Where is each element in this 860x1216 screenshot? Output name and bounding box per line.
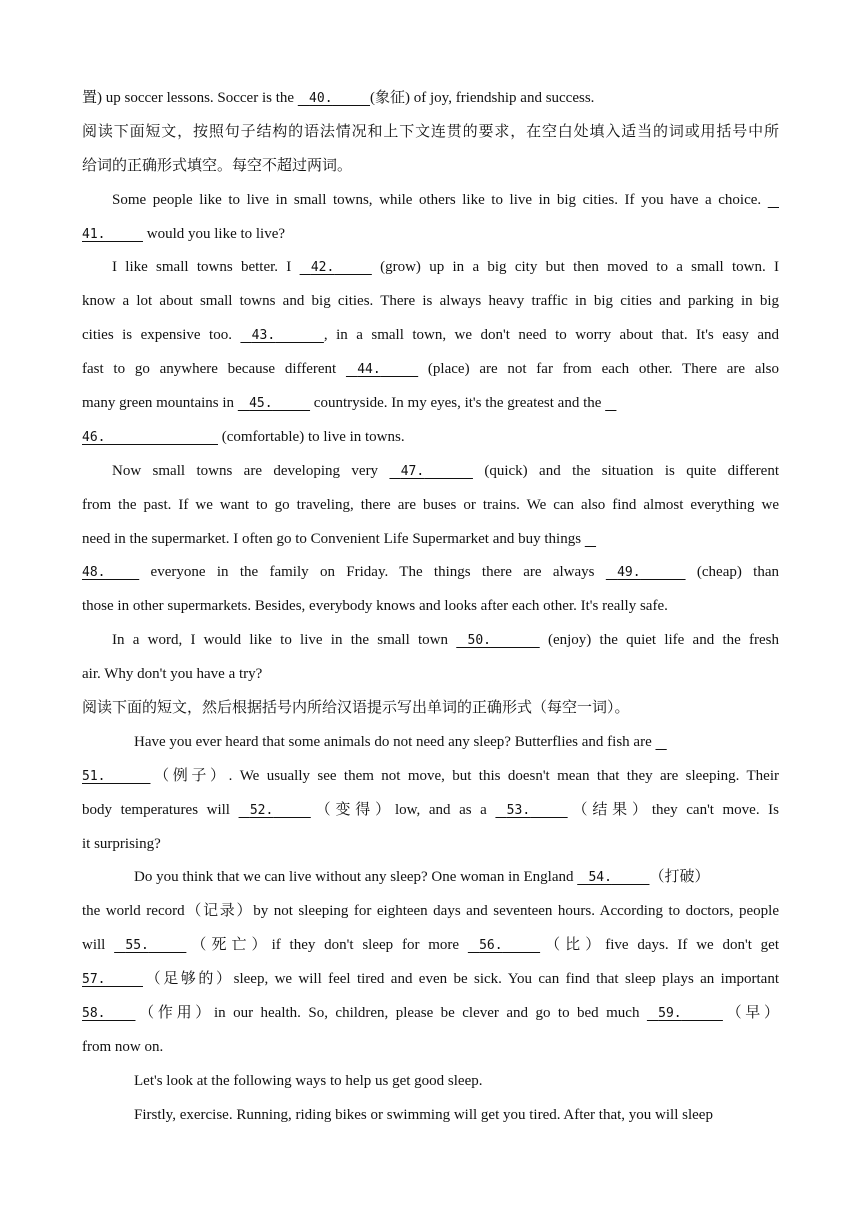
answer-blank[interactable] bbox=[468, 929, 540, 963]
blank-padding bbox=[647, 1005, 658, 1021]
text-line bbox=[82, 692, 779, 726]
text-line bbox=[82, 285, 779, 319]
blank-number: 53. bbox=[506, 802, 531, 818]
answer-blank[interactable] bbox=[82, 963, 143, 997]
text-run: （例子）. We usually see them not move, but this doesn't mean that they are sleeping. Their bbox=[150, 767, 779, 784]
blank-padding bbox=[298, 90, 309, 106]
answer-blank[interactable] bbox=[456, 624, 539, 658]
text-line bbox=[82, 624, 779, 658]
text-run: (comfortable) to live in towns. bbox=[217, 428, 405, 445]
answer-blank-continued[interactable] bbox=[655, 726, 666, 760]
blank-number: 51. bbox=[82, 768, 106, 784]
text-run: (cheap) than bbox=[685, 564, 779, 581]
text-line bbox=[82, 1099, 779, 1133]
text-line bbox=[82, 251, 779, 285]
text-run: 阅读下面的短文，然后根据括号内所给汉语提示写出单词的正确形式（每空一词）。 bbox=[82, 700, 630, 717]
blank-number: 58. bbox=[82, 1006, 106, 1022]
blank-padding bbox=[238, 395, 249, 411]
text-run: countryside. In my eyes, it's the greatest and the bbox=[310, 395, 606, 412]
text-line bbox=[82, 726, 779, 760]
answer-blank-continued[interactable] bbox=[585, 523, 596, 557]
text-line bbox=[82, 421, 779, 455]
text-run: those in other supermarkets. Besides, everybody knows and looks after each other. It's really safe. bbox=[82, 598, 668, 615]
blank-padding bbox=[682, 1005, 723, 1021]
answer-blank[interactable] bbox=[82, 997, 135, 1031]
answer-blank[interactable] bbox=[114, 929, 186, 963]
text-line bbox=[82, 387, 779, 421]
text-run: 给词的正确形式填空。每空不超过两词。 bbox=[82, 157, 353, 174]
blank-padding bbox=[612, 869, 650, 885]
text-run: Have you ever heard that some animals do not need any sleep? Butterflies and fish are bbox=[134, 733, 656, 750]
answer-blank[interactable] bbox=[647, 997, 723, 1031]
blank-padding bbox=[346, 361, 357, 377]
blank-number: 52. bbox=[249, 802, 274, 818]
text-run: （死亡）if they don't sleep for more bbox=[186, 937, 468, 954]
blank-padding bbox=[333, 90, 371, 106]
blank-padding bbox=[503, 937, 541, 953]
blank-number: 48. bbox=[82, 565, 106, 581]
text-run: , in a small town, we don't need to worry about that. It's easy and bbox=[323, 327, 779, 344]
text-run: (grow) up in a big city but then moved to a small town. I bbox=[371, 259, 779, 276]
blank-number: 59. bbox=[658, 1006, 682, 1022]
blank-padding bbox=[491, 632, 540, 648]
blank-number: 49. bbox=[617, 565, 641, 581]
blank-padding bbox=[105, 971, 143, 987]
blank-padding bbox=[381, 361, 419, 377]
blank-padding bbox=[530, 802, 568, 818]
blank-padding bbox=[105, 1005, 135, 1021]
blank-padding bbox=[240, 327, 251, 343]
answer-blank[interactable] bbox=[389, 455, 472, 489]
text-line bbox=[82, 861, 779, 895]
text-run: In a word, I would like to live in the small town bbox=[112, 632, 457, 649]
answer-blank[interactable] bbox=[82, 556, 139, 590]
blank-padding bbox=[300, 259, 311, 275]
text-run: the world record（记录）by not sleeping for eighteen days and seventeen hours. According to doctors, people bbox=[82, 903, 779, 920]
text-run: (enjoy) the quiet life and the fresh bbox=[539, 632, 779, 649]
text-run: body temperatures will bbox=[82, 801, 239, 818]
text-line bbox=[82, 1065, 779, 1099]
text-line bbox=[82, 489, 779, 523]
answer-blank[interactable] bbox=[300, 251, 372, 285]
text-run: （变得）low, and as a bbox=[310, 801, 496, 818]
text-run: Let's look at the following ways to help us get good sleep. bbox=[134, 1072, 483, 1089]
text-run: （结果）they can't move. Is bbox=[567, 801, 780, 818]
text-line bbox=[82, 929, 779, 963]
blank-padding bbox=[149, 937, 187, 953]
answer-blank[interactable] bbox=[82, 218, 143, 252]
blank-number: 57. bbox=[82, 972, 106, 988]
text-run: Firstly, exercise. Running, riding bikes or swimming will get you tired. After that, you will sleep bbox=[134, 1106, 713, 1123]
blank-number: 42. bbox=[310, 260, 335, 276]
blank-padding bbox=[585, 531, 596, 547]
text-run: （早） bbox=[722, 1005, 779, 1022]
text-line bbox=[82, 523, 779, 557]
blank-number: 50. bbox=[467, 633, 491, 649]
answer-blank[interactable] bbox=[346, 353, 418, 387]
blank-number: 41. bbox=[82, 226, 106, 242]
text-line bbox=[82, 963, 779, 997]
blank-padding bbox=[605, 395, 616, 411]
text-line bbox=[82, 150, 779, 184]
blank-padding bbox=[768, 192, 779, 208]
blank-number: 56. bbox=[479, 938, 503, 954]
text-run: （足够的）sleep, we will feel tired and even be sick. You can find that sleep plays an important bbox=[142, 971, 779, 988]
text-line bbox=[82, 218, 779, 252]
blank-padding bbox=[275, 327, 324, 343]
blank-padding bbox=[273, 395, 311, 411]
text-run: from now on. bbox=[82, 1038, 164, 1055]
blank-number: 55. bbox=[125, 938, 149, 954]
text-run: know a lot about small towns and big cities. There is always heavy traffic in big cities and parking in big bbox=[82, 293, 779, 310]
text-run: （打破） bbox=[649, 869, 710, 886]
blank-padding bbox=[389, 463, 400, 479]
text-run: (place) are not far from each other. There are also bbox=[418, 361, 779, 378]
text-run: need in the supermarket. I often go to Convenient Life Supermarket and buy things bbox=[82, 530, 585, 547]
answer-blank[interactable] bbox=[495, 794, 567, 828]
blank-number: 46. bbox=[82, 429, 106, 445]
text-run: air. Why don't you have a try? bbox=[82, 666, 263, 683]
text-run: （比）five days. If we don't get bbox=[540, 937, 779, 954]
answer-blank[interactable] bbox=[577, 861, 649, 895]
text-run: Some people like to live in small towns, while others like to live in big cities. If you have a choice. bbox=[112, 191, 768, 208]
text-run: I like small towns better. I bbox=[112, 259, 300, 276]
text-run: Now small towns are developing very bbox=[112, 462, 390, 479]
document-page bbox=[82, 82, 779, 1133]
blank-number: 45. bbox=[249, 396, 273, 412]
answer-blank[interactable] bbox=[82, 760, 150, 794]
text-run: ) up soccer lessons. Soccer is the bbox=[97, 90, 298, 106]
answer-blank[interactable] bbox=[240, 319, 323, 353]
text-line bbox=[82, 353, 779, 387]
answer-blank[interactable] bbox=[82, 421, 218, 455]
text-line bbox=[82, 794, 779, 828]
answer-blank-continued[interactable] bbox=[768, 184, 779, 218]
answer-blank[interactable] bbox=[239, 794, 311, 828]
blank-padding bbox=[334, 259, 372, 275]
text-line bbox=[82, 1031, 779, 1065]
text-run: everyone in the family on Friday. The things there are always bbox=[139, 564, 606, 581]
blank-padding bbox=[577, 869, 588, 885]
text-line bbox=[82, 895, 779, 929]
text-line bbox=[82, 116, 779, 150]
text-run: （作用）in our health. So, children, please be clever and go to bed much bbox=[135, 1005, 647, 1022]
text-run: Do you think that we can live without any sleep? One woman in England bbox=[134, 869, 578, 886]
answer-blank[interactable] bbox=[606, 556, 686, 590]
blank-padding bbox=[114, 937, 125, 953]
blank-padding bbox=[273, 802, 311, 818]
blank-padding bbox=[641, 564, 686, 580]
text-line bbox=[82, 658, 779, 692]
text-line bbox=[82, 82, 779, 116]
text-line bbox=[82, 455, 779, 489]
blank-number: 47. bbox=[400, 463, 425, 479]
blank-padding bbox=[105, 226, 143, 242]
blank-padding bbox=[239, 802, 250, 818]
blank-padding bbox=[105, 768, 150, 784]
blank-padding bbox=[424, 463, 473, 479]
blank-padding bbox=[105, 564, 139, 580]
blank-number: 44. bbox=[357, 362, 381, 378]
text-line bbox=[82, 184, 779, 218]
text-run: (quick) and the situation is quite different bbox=[472, 462, 779, 479]
text-run: 阅读下面短文，按照句子结构的语法情况和上下文连贯的要求，在空白处填入适当的词或用括号中所 bbox=[82, 123, 779, 140]
blank-padding bbox=[655, 734, 666, 750]
answer-blank-continued[interactable] bbox=[605, 387, 616, 421]
blank-padding bbox=[468, 937, 479, 953]
blank-padding bbox=[606, 564, 617, 580]
text-line bbox=[82, 319, 779, 353]
text-run: would you like to live? bbox=[142, 225, 286, 242]
text-line bbox=[82, 590, 779, 624]
text-run: cities is expensive too. bbox=[82, 327, 241, 344]
blank-padding bbox=[105, 429, 218, 445]
text-run: will bbox=[82, 937, 115, 954]
answer-blank[interactable] bbox=[298, 82, 370, 116]
text-line bbox=[82, 828, 779, 862]
blank-padding bbox=[495, 802, 506, 818]
text-run: fast to go anywhere because different bbox=[82, 361, 346, 378]
text-line bbox=[82, 556, 779, 590]
answer-blank[interactable] bbox=[238, 387, 310, 421]
text-run: it surprising? bbox=[82, 835, 161, 852]
blank-number: 43. bbox=[251, 328, 276, 344]
blank-number: 54. bbox=[588, 870, 612, 886]
blank-padding bbox=[456, 632, 467, 648]
text-run: 置 bbox=[82, 90, 98, 106]
blank-number: 40. bbox=[309, 91, 333, 106]
text-line bbox=[82, 760, 779, 794]
text-run: many green mountains in bbox=[82, 395, 238, 412]
text-run: (象征) of joy, friendship and success. bbox=[370, 90, 595, 106]
text-line bbox=[82, 997, 779, 1031]
text-run: from the past. If we want to go traveling, there are buses or trains. We can also find almost everything we bbox=[82, 496, 779, 513]
